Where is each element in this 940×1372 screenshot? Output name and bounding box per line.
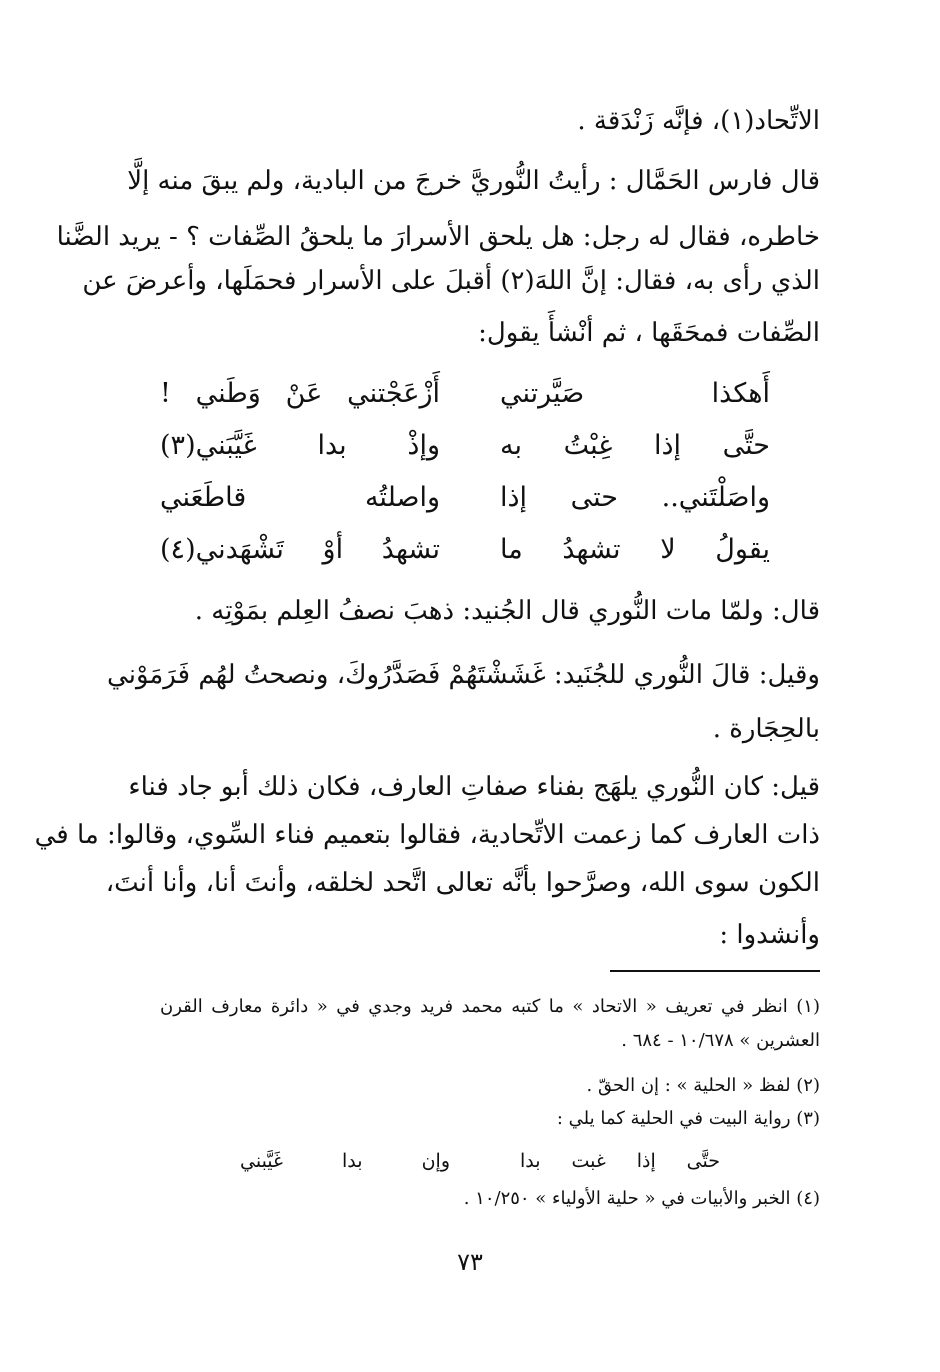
poem-verse-4-first: يقولُ لا تشهدُ ما bbox=[500, 534, 770, 565]
poem-verse-3-second: واصلتُه قاطَعَني bbox=[160, 482, 440, 513]
poem-verse-1-first: أَهكذا صَيَّرتني bbox=[500, 378, 770, 409]
poem-verse-4 bbox=[160, 534, 770, 574]
para1-line-4: الصِّفات فمحَقَها ، ثم أنْشأَ يقول: bbox=[478, 318, 820, 348]
intro-line: الاتِّحاد(١)، فإنَّه زَنْدَقة . bbox=[577, 106, 820, 136]
footnote-4: (٤) الخبر والأبيات في « حلية الأولياء » ١٠/٢٥٠ . bbox=[463, 1188, 820, 1209]
para4-line-3: الكون سوى الله، وصرَّحوا بأنَّه تعالى اتَّحد لخلقه، وأنتَ أنا، وأنا أنتَ، bbox=[105, 868, 820, 898]
para1-line-3: الذي رأى به، فقال: إنَّ اللهَ(٢) أقبلَ على الأسرار فحمَلَها، وأعرضَ عن bbox=[82, 266, 820, 296]
poem-verse-2 bbox=[160, 430, 770, 470]
page-number: ٧٣ bbox=[457, 1248, 483, 1276]
para4-line-2: ذات العارف كما زعمت الاتِّحادية، فقالوا بتعميم فناء السِّوي، وقالوا: ما في bbox=[34, 820, 820, 850]
footnote-divider bbox=[610, 970, 820, 972]
poem-verse-2-first: حتَّى إذا غِبْتُ به bbox=[500, 430, 770, 461]
footnote-1-line-1: (١) انظر في تعريف « الاتحاد » ما كتبه محمد فريد وجدي في « دائرة معارف القرن bbox=[160, 996, 820, 1017]
para2-line: قال: ولمّا مات النُّوري قال الجُنيد: ذهبَ نصفُ العِلم بمَوْتِه . bbox=[194, 596, 820, 626]
para4-line-4: وأنشدوا : bbox=[719, 920, 820, 950]
para1-line-2: خاطره، فقال له رجل: هل يلحق الأسرارَ ما يلحقُ الصِّفات ؟ - يريد الضَّنا bbox=[56, 222, 820, 252]
footnote-2: (٢) لفظ « الحلية » : إن الحقّ . bbox=[586, 1075, 820, 1096]
para4-line-1: قيل: كان النُّوري يلهَج بفناء صفاتِ العارف، فكان ذلك أبو جاد فناء bbox=[128, 772, 820, 802]
footnote-3-verse-first: حتَّى إذا غبت بدا bbox=[520, 1150, 720, 1172]
poem-verse-4-second: تشهدُ أوْ تَشْهَدني(٤) bbox=[160, 534, 440, 565]
poem-verse-3-first: واصَلْتَني.. حتى إذا bbox=[500, 482, 770, 513]
poem-verse-1 bbox=[160, 378, 770, 418]
para3-line-2: بالحِجَارة . bbox=[712, 714, 820, 744]
para1-line-1: قال فارس الحَمَّال : رأيتُ النُّوريَّ خرجَ من البادية، ولم يبقَ منه إلَّا bbox=[127, 166, 820, 196]
footnote-1-line-2: العشرين » ١٠/٦٧٨ - ٦٨٤ . bbox=[621, 1030, 820, 1051]
footnote-3-verse-second: وإن بدا غَيَّبني bbox=[240, 1150, 450, 1172]
poem-verse-2-second: وإذْ بدا غَيَّبَني(٣) bbox=[160, 430, 440, 461]
footnote-3: (٣) رواية البيت في الحلية كما يلي : bbox=[556, 1108, 820, 1129]
poem-verse-1-second: أَزْعَجْتني عَنْ وَطَني ! bbox=[160, 378, 440, 409]
para3-line-1: وقيل: قالَ النُّوري للجُنَيد: غَشَشْتَهُمْ فَصَدَّرُوكَ، ونصحتُ لهُم فَرَمَوْني bbox=[107, 660, 820, 690]
poem-verse-3 bbox=[160, 482, 770, 522]
